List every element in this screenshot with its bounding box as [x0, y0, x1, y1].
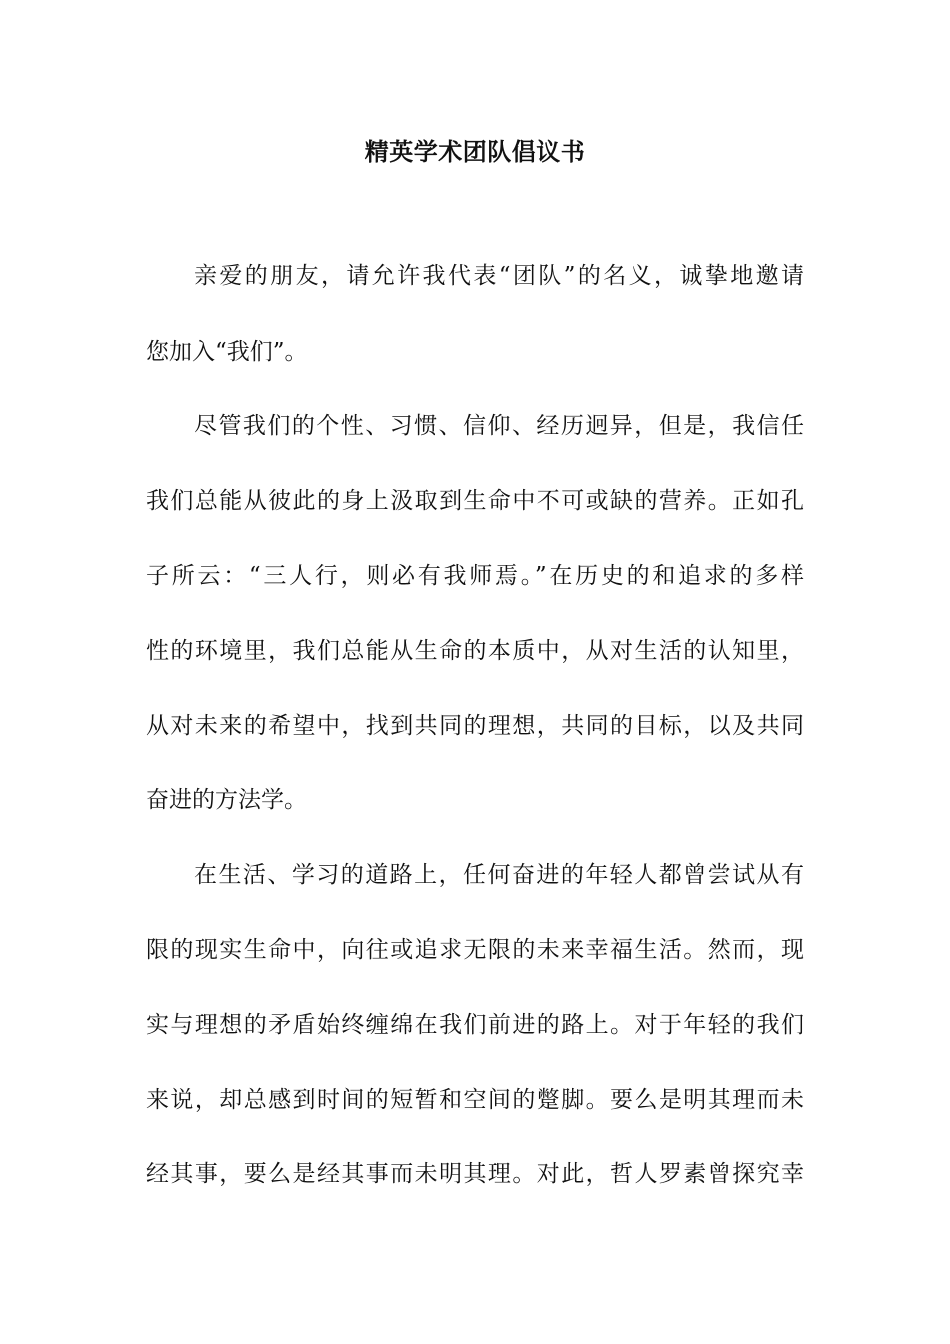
paragraph-2-line-5: 从对未来的希望中，找到共同的理想，共同的目标，以及共同 [146, 713, 804, 739]
paragraph-3-line-1: 在生活、学习的道路上，任何奋进的年轻人都曾尝试从有 [194, 862, 804, 888]
paragraph-3-line-4: 来说，却总感到时间的短暂和空间的蹩脚。要么是明其理而未 [146, 1087, 804, 1113]
paragraph-2-line-3: 子所云：“三人行，则必有我师焉。”在历史的和追求的多样 [146, 563, 804, 589]
paragraph-1-line-2: 您加入“我们”。 [146, 339, 308, 365]
paragraph-3-line-3: 实与理想的矛盾始终缠绵在我们前进的路上。对于年轻的我们 [146, 1012, 804, 1038]
paragraph-2-line-2: 我们总能从彼此的身上汲取到生命中不可或缺的营养。正如孔 [146, 488, 804, 514]
paragraph-1-line-1: 亲爱的朋友，请允许我代表“团队”的名义，诚挚地邀请 [194, 263, 804, 289]
paragraph-3-line-2: 限的现实生命中，向往或追求无限的未来幸福生活。然而，现 [146, 937, 804, 963]
document-title: 精英学术团队倡议书 [364, 137, 586, 166]
paragraph-3-line-5: 经其事，要么是经其事而未明其理。对此，哲人罗素曾探究幸 [146, 1161, 804, 1187]
paragraph-2-line-1: 尽管我们的个性、习惯、信仰、经历迥异，但是，我信任 [194, 413, 804, 439]
paragraph-2-line-6: 奋进的方法学。 [146, 787, 307, 813]
paragraph-2-line-4: 性的环境里，我们总能从生命的本质中，从对生活的认知里， [146, 638, 804, 664]
